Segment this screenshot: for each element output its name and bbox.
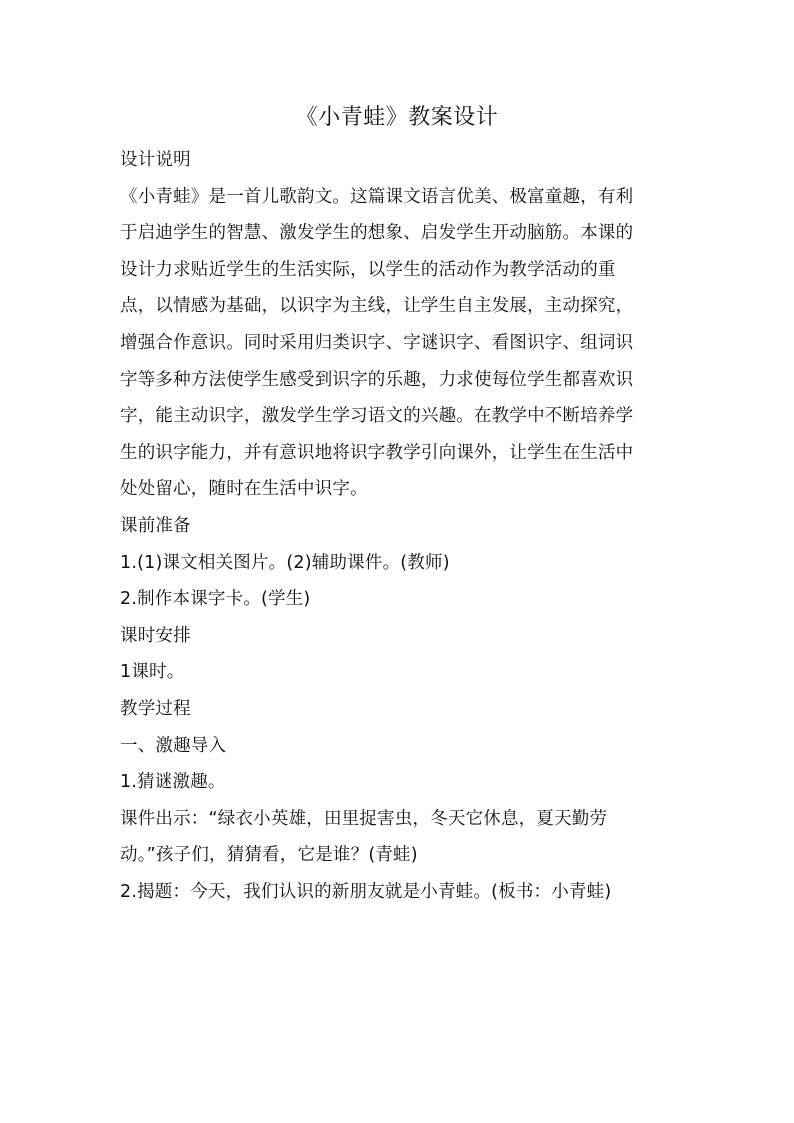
process-step-2: 2.揭题：今天，我们认识的新朋友就是小青蛙。(板书：小青蛙) — [120, 881, 612, 902]
preparation-item-1: 1.(1)课文相关图片。(2)辅助课件。(教师) — [120, 552, 450, 573]
document-body — [120, 142, 680, 910]
design-notes-paragraph — [120, 179, 680, 508]
text-line: 于启迪学生的智慧、激发学生的想象、启发学生开动脑筋。本课的 — [120, 223, 634, 244]
text-line: 增强合作意识。同时采用归类识字、字谜识字、看图识字、组词识 — [120, 332, 634, 353]
text-line: 处处留心，随时在生活中识字。 — [120, 479, 368, 500]
section-heading-process: 教学过程 — [120, 698, 191, 719]
text-line: 《小青蛙》是一首儿歌韵文。这篇课文语言优美、极富童趣，有利 — [120, 186, 634, 207]
process-text-line: 动。”孩子们，猜猜看，它是谁？(青蛙) — [120, 845, 418, 866]
text-line: 设计力求贴近学生的生活实际，以学生的活动作为教学活动的重 — [120, 259, 616, 280]
text-line: 字，能主动识字，激发学生学习语文的兴趣。在教学中不断培养学 — [120, 406, 634, 427]
section-heading-design-notes: 设计说明 — [120, 150, 191, 170]
process-step-1: 1.猜谜激趣。 — [120, 772, 226, 793]
document-title: 《小青蛙》教案设计 — [295, 105, 499, 130]
process-text-line: 课件出示：“绿衣小英雄，田里捉害虫，冬天它休息，夏天勤劳 — [120, 808, 608, 829]
preparation-item-2: 2.制作本课字卡。(学生) — [120, 589, 311, 610]
section-heading-preparation: 课前准备 — [120, 515, 191, 536]
text-line: 字等多种方法使学生感受到识字的乐趣，力求使每位学生都喜欢识 — [120, 369, 634, 390]
schedule-text: 1课时。 — [120, 662, 185, 683]
section-heading-schedule: 课时安排 — [120, 625, 191, 646]
process-subheading: 一、激趣导入 — [120, 735, 227, 756]
text-line: 点，以情感为基础，以识字为主线，让学生自主发展，主动探究， — [120, 296, 634, 317]
text-line: 生的识字能力，并有意识地将识字教学引向课外，让学生在生活中 — [120, 442, 634, 463]
